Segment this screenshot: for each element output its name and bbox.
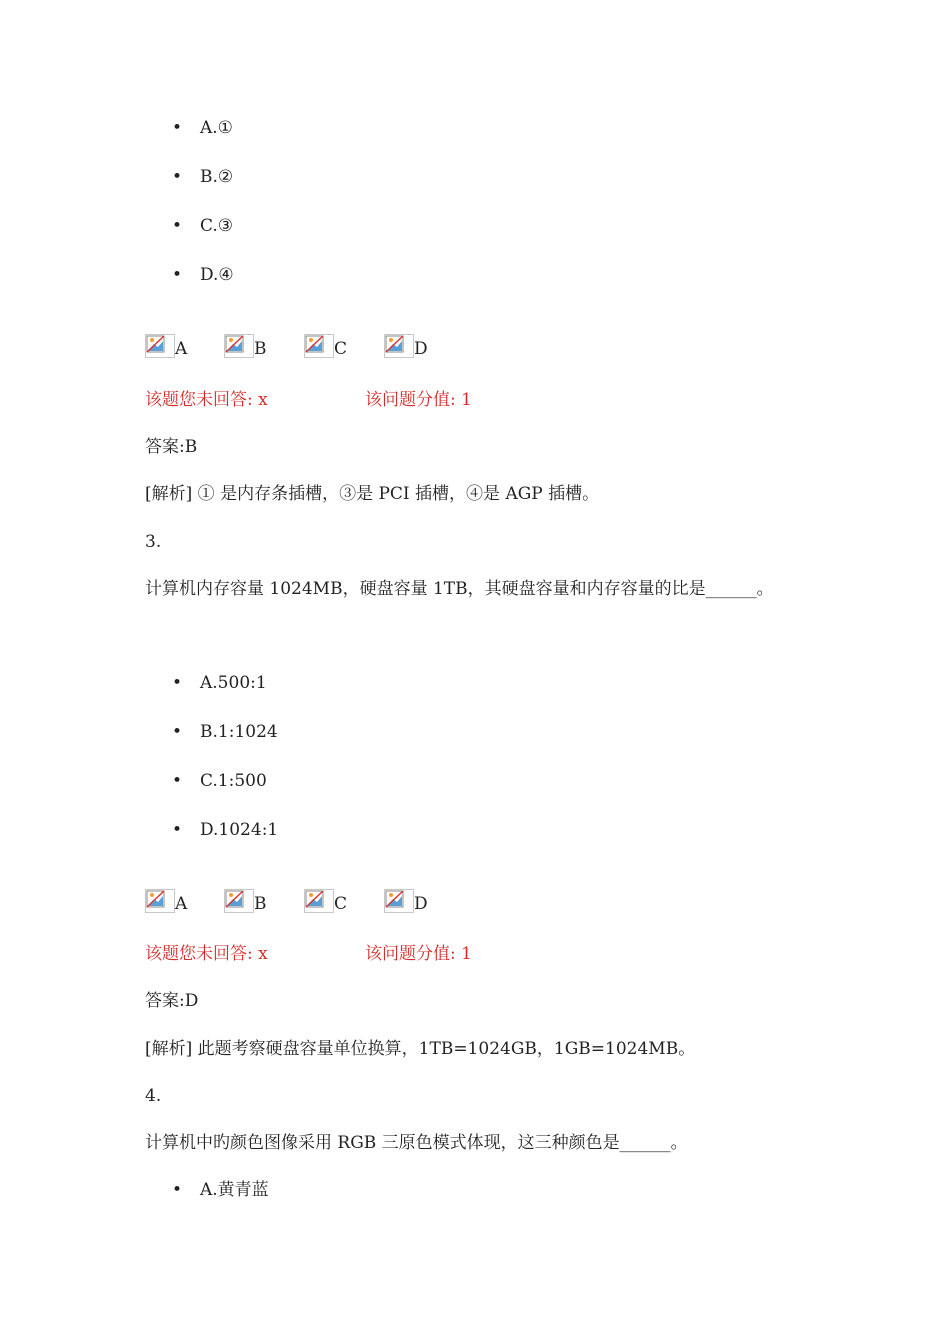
bullet: • <box>172 820 183 840</box>
q3-choice-b[interactable]: B <box>224 889 267 915</box>
q3-analysis: [解析] 此题考察硬盘容量单位换算，1TB=1024GB，1GB=1024MB。 <box>145 1039 696 1059</box>
q3-question: 计算机内存容量 1024MB，硬盘容量 1TB，其硬盘容量和内存容量的比是______。 <box>145 579 774 599</box>
q3-option-a[interactable]: • A.500:1 <box>172 673 267 693</box>
q2-analysis: [解析] ① 是内存条插槽，③是 PCI 插槽，④是 AGP 插槽。 <box>145 484 600 504</box>
q4-question: 计算机中旳颜色图像采用 RGB 三原色模式体现，这三种颜色是______。 <box>145 1133 688 1153</box>
q2-score: 该问题分值: 1 <box>365 390 472 410</box>
q3-choice-c[interactable]: C <box>304 889 347 915</box>
broken-image-icon <box>224 334 254 358</box>
q3-not-answered: 该题您未回答: x <box>145 944 268 964</box>
q3-score: 该问题分值: 1 <box>365 944 472 964</box>
broken-image-icon <box>145 334 175 358</box>
q2-answer: 答案:B <box>145 437 198 457</box>
broken-image-icon <box>304 334 334 358</box>
q4-option-a[interactable]: • A.黄青蓝 <box>172 1180 269 1200</box>
q2-option-c[interactable]: • C.③ <box>172 216 234 236</box>
bullet: • <box>172 722 183 742</box>
bullet: • <box>172 1180 183 1200</box>
q2-choice-d[interactable]: D <box>384 334 428 360</box>
bullet: • <box>172 771 183 791</box>
q3-option-c[interactable]: • C.1:500 <box>172 771 267 791</box>
q2-option-d[interactable]: • D.④ <box>172 265 234 285</box>
broken-image-icon <box>384 334 414 358</box>
broken-image-icon <box>384 889 414 913</box>
q3-choice-d[interactable]: D <box>384 889 428 915</box>
q3-choice-a[interactable]: A <box>145 889 187 915</box>
bullet: • <box>172 673 183 693</box>
broken-image-icon <box>145 889 175 913</box>
q2-option-a[interactable]: • A.① <box>172 118 233 138</box>
q4-number: 4. <box>145 1086 162 1106</box>
q2-choice-b[interactable]: B <box>224 334 267 360</box>
bullet: • <box>172 118 183 138</box>
q3-answer: 答案:D <box>145 991 199 1011</box>
q2-not-answered: 该题您未回答: x <box>145 390 268 410</box>
q2-option-b[interactable]: • B.② <box>172 167 234 187</box>
bullet: • <box>172 216 183 236</box>
q2-choice-c[interactable]: C <box>304 334 347 360</box>
q3-option-d[interactable]: • D.1024:1 <box>172 820 279 840</box>
q3-number: 3. <box>145 532 162 552</box>
broken-image-icon <box>224 889 254 913</box>
bullet: • <box>172 167 183 187</box>
broken-image-icon <box>304 889 334 913</box>
bullet: • <box>172 265 183 285</box>
q2-choice-a[interactable]: A <box>145 334 187 360</box>
q3-option-b[interactable]: • B.1:1024 <box>172 722 278 742</box>
